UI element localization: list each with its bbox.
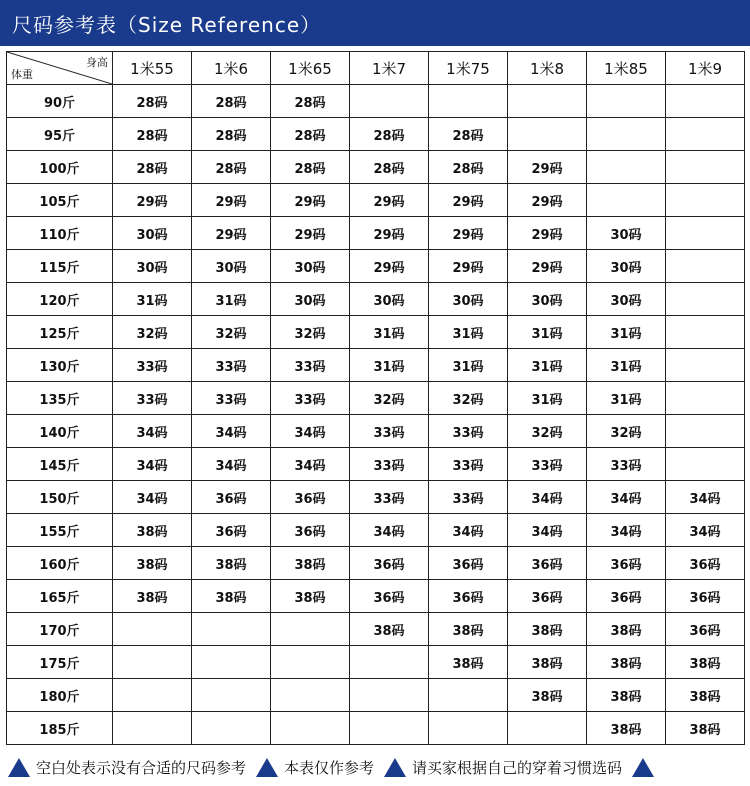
size-cell: 36码 [666, 580, 745, 613]
size-cell [666, 184, 745, 217]
size-cell: 29码 [429, 217, 508, 250]
weight-cell: 110斤 [7, 217, 113, 250]
size-cell: 32码 [587, 415, 666, 448]
size-cell [113, 712, 192, 745]
size-cell: 28码 [192, 118, 271, 151]
size-cell: 31码 [508, 349, 587, 382]
size-cell: 33码 [113, 349, 192, 382]
size-cell: 29码 [192, 217, 271, 250]
table-row [7, 646, 745, 679]
height-header: 1米8 [508, 52, 587, 85]
size-cell: 38码 [429, 646, 508, 679]
size-cell: 28码 [350, 118, 429, 151]
size-cell: 36码 [350, 547, 429, 580]
size-cell: 29码 [508, 184, 587, 217]
size-cell: 38码 [192, 580, 271, 613]
size-cell [666, 217, 745, 250]
weight-cell: 165斤 [7, 580, 113, 613]
size-cell [350, 646, 429, 679]
size-cell: 34码 [587, 514, 666, 547]
weight-cell: 115斤 [7, 250, 113, 283]
weight-cell: 130斤 [7, 349, 113, 382]
size-cell [192, 712, 271, 745]
size-cell: 36码 [666, 547, 745, 580]
table-row [7, 415, 745, 448]
size-cell: 36码 [508, 580, 587, 613]
height-header: 1米9 [666, 52, 745, 85]
size-cell: 30码 [587, 250, 666, 283]
table-row [7, 679, 745, 712]
size-cell: 36码 [350, 580, 429, 613]
size-cell [350, 679, 429, 712]
size-cell [666, 316, 745, 349]
size-cell: 31码 [350, 316, 429, 349]
size-cell: 32码 [508, 415, 587, 448]
size-cell: 29码 [508, 151, 587, 184]
table-body [7, 85, 745, 745]
weight-cell: 155斤 [7, 514, 113, 547]
weight-cell: 180斤 [7, 679, 113, 712]
size-cell: 29码 [350, 250, 429, 283]
weight-cell: 160斤 [7, 547, 113, 580]
size-cell: 28码 [192, 151, 271, 184]
size-cell: 34码 [271, 448, 350, 481]
size-cell: 30码 [271, 250, 350, 283]
height-header: 1米85 [587, 52, 666, 85]
weight-cell: 105斤 [7, 184, 113, 217]
size-cell [429, 679, 508, 712]
size-cell: 36码 [429, 547, 508, 580]
size-cell [271, 712, 350, 745]
size-cell: 33码 [350, 481, 429, 514]
size-cell: 33码 [113, 382, 192, 415]
footer-note: 本表仅作参考 [284, 758, 375, 777]
weight-cell: 170斤 [7, 613, 113, 646]
size-cell: 38码 [508, 646, 587, 679]
size-cell: 33码 [350, 415, 429, 448]
size-cell: 36码 [429, 580, 508, 613]
table-row [7, 184, 745, 217]
size-cell [666, 283, 745, 316]
weight-cell: 135斤 [7, 382, 113, 415]
size-cell [350, 85, 429, 118]
table-row [7, 349, 745, 382]
size-cell: 31码 [350, 349, 429, 382]
size-cell: 31码 [508, 316, 587, 349]
size-cell: 28码 [429, 118, 508, 151]
size-cell: 30码 [113, 217, 192, 250]
weight-cell: 90斤 [7, 85, 113, 118]
size-cell [666, 415, 745, 448]
weight-cell: 120斤 [7, 283, 113, 316]
size-cell [271, 646, 350, 679]
size-cell: 31码 [113, 283, 192, 316]
size-cell [113, 646, 192, 679]
size-cell: 33码 [429, 481, 508, 514]
table-row [7, 250, 745, 283]
size-cell: 33码 [587, 448, 666, 481]
size-cell: 32码 [429, 382, 508, 415]
size-cell: 34码 [113, 481, 192, 514]
triangle-icon [384, 758, 406, 777]
size-cell: 38码 [666, 712, 745, 745]
size-cell: 38码 [350, 613, 429, 646]
size-cell: 33码 [271, 382, 350, 415]
size-cell: 29码 [192, 184, 271, 217]
size-cell: 28码 [271, 85, 350, 118]
table-row [7, 514, 745, 547]
size-cell: 33码 [429, 448, 508, 481]
size-cell [587, 151, 666, 184]
size-cell [271, 613, 350, 646]
size-cell: 29码 [508, 217, 587, 250]
height-header: 1米65 [271, 52, 350, 85]
size-cell: 29码 [429, 250, 508, 283]
size-cell [350, 712, 429, 745]
size-cell: 33码 [192, 349, 271, 382]
size-cell: 36码 [271, 514, 350, 547]
size-cell: 36码 [666, 613, 745, 646]
size-cell: 32码 [271, 316, 350, 349]
table-row [7, 613, 745, 646]
size-cell: 28码 [429, 151, 508, 184]
size-cell: 30码 [271, 283, 350, 316]
size-cell [508, 712, 587, 745]
footer-note: 空白处表示没有合适的尺码参考 [36, 758, 247, 777]
size-cell: 33码 [350, 448, 429, 481]
size-cell: 30码 [587, 283, 666, 316]
size-cell: 38码 [271, 547, 350, 580]
size-cell: 38码 [587, 679, 666, 712]
table-row [7, 217, 745, 250]
triangle-icon [632, 758, 654, 777]
size-cell: 32码 [350, 382, 429, 415]
size-cell: 38码 [508, 613, 587, 646]
table-row [7, 316, 745, 349]
size-cell: 29码 [271, 184, 350, 217]
size-cell: 31码 [192, 283, 271, 316]
size-cell: 31码 [587, 349, 666, 382]
size-cell [666, 448, 745, 481]
triangle-icon [256, 758, 278, 777]
height-header: 1米75 [429, 52, 508, 85]
size-cell: 31码 [429, 316, 508, 349]
size-cell: 31码 [587, 316, 666, 349]
size-cell: 38码 [113, 580, 192, 613]
size-cell [666, 349, 745, 382]
size-cell: 29码 [350, 184, 429, 217]
size-cell [508, 118, 587, 151]
size-cell: 34码 [271, 415, 350, 448]
height-header: 1米7 [350, 52, 429, 85]
size-cell: 38码 [192, 547, 271, 580]
size-cell [666, 382, 745, 415]
size-cell: 32码 [192, 316, 271, 349]
size-cell [508, 85, 587, 118]
size-cell: 29码 [350, 217, 429, 250]
table-row [7, 151, 745, 184]
table-row [7, 283, 745, 316]
size-cell: 38码 [587, 646, 666, 679]
size-cell: 38码 [271, 580, 350, 613]
size-cell [587, 118, 666, 151]
size-cell: 29码 [508, 250, 587, 283]
size-cell: 28码 [271, 151, 350, 184]
table-row [7, 448, 745, 481]
size-cell: 29码 [271, 217, 350, 250]
size-cell: 34码 [666, 514, 745, 547]
size-cell: 36码 [587, 547, 666, 580]
size-cell: 28码 [350, 151, 429, 184]
weight-cell: 185斤 [7, 712, 113, 745]
size-cell: 31码 [587, 382, 666, 415]
size-reference-table [6, 51, 745, 745]
size-cell: 34码 [508, 481, 587, 514]
size-cell: 38码 [429, 613, 508, 646]
size-cell: 30码 [587, 217, 666, 250]
size-cell: 38码 [508, 679, 587, 712]
triangle-icon [8, 758, 30, 777]
size-cell [587, 184, 666, 217]
size-cell: 30码 [350, 283, 429, 316]
size-cell: 30码 [508, 283, 587, 316]
size-cell [113, 679, 192, 712]
size-cell [192, 646, 271, 679]
size-cell: 28码 [113, 85, 192, 118]
weight-cell: 95斤 [7, 118, 113, 151]
size-cell [429, 85, 508, 118]
size-cell: 34码 [587, 481, 666, 514]
size-cell [192, 613, 271, 646]
size-cell [192, 679, 271, 712]
size-cell: 34码 [429, 514, 508, 547]
size-cell: 31码 [429, 349, 508, 382]
size-cell: 32码 [113, 316, 192, 349]
size-cell: 34码 [113, 415, 192, 448]
header-row [7, 52, 745, 85]
size-cell: 30码 [113, 250, 192, 283]
weight-cell: 100斤 [7, 151, 113, 184]
size-cell: 36码 [192, 481, 271, 514]
size-cell: 36码 [271, 481, 350, 514]
header-bar [0, 0, 750, 46]
table-row [7, 580, 745, 613]
size-cell [587, 85, 666, 118]
table-row [7, 712, 745, 745]
table-row [7, 382, 745, 415]
page-title: 尺码参考表（Size Reference） [12, 13, 322, 37]
height-header: 1米6 [192, 52, 271, 85]
size-cell: 34码 [192, 448, 271, 481]
size-cell [666, 250, 745, 283]
size-cell [271, 679, 350, 712]
height-axis-label: 身高 [86, 56, 108, 69]
size-cell [666, 151, 745, 184]
weight-cell: 125斤 [7, 316, 113, 349]
size-cell [666, 118, 745, 151]
size-cell: 33码 [429, 415, 508, 448]
size-cell: 28码 [113, 151, 192, 184]
table-row [7, 85, 745, 118]
size-cell: 38码 [666, 679, 745, 712]
size-cell: 36码 [192, 514, 271, 547]
weight-cell: 150斤 [7, 481, 113, 514]
height-header: 1米55 [113, 52, 192, 85]
size-cell: 28码 [113, 118, 192, 151]
size-cell: 38码 [587, 613, 666, 646]
footer-notes [4, 752, 748, 782]
weight-axis-label: 体重 [11, 68, 33, 81]
size-cell: 34码 [666, 481, 745, 514]
size-cell [429, 712, 508, 745]
size-cell: 30码 [429, 283, 508, 316]
weight-cell: 140斤 [7, 415, 113, 448]
size-cell: 31码 [508, 382, 587, 415]
size-cell: 36码 [587, 580, 666, 613]
size-cell: 34码 [113, 448, 192, 481]
size-cell: 28码 [271, 118, 350, 151]
footer-note: 请买家根据自己的穿着习惯选码 [412, 758, 623, 777]
table-row [7, 481, 745, 514]
size-cell: 33码 [192, 382, 271, 415]
corner-cell [7, 52, 113, 85]
table-row [7, 547, 745, 580]
table-row [7, 118, 745, 151]
size-cell: 34码 [192, 415, 271, 448]
size-cell: 38码 [113, 547, 192, 580]
size-cell: 38码 [587, 712, 666, 745]
size-cell: 33码 [271, 349, 350, 382]
size-cell: 28码 [192, 85, 271, 118]
size-cell [666, 85, 745, 118]
size-cell: 38码 [113, 514, 192, 547]
size-cell: 38码 [666, 646, 745, 679]
size-cell: 34码 [350, 514, 429, 547]
size-cell: 30码 [192, 250, 271, 283]
size-cell: 34码 [508, 514, 587, 547]
size-cell [113, 613, 192, 646]
size-cell: 36码 [508, 547, 587, 580]
weight-cell: 175斤 [7, 646, 113, 679]
size-cell: 33码 [508, 448, 587, 481]
size-cell: 29码 [429, 184, 508, 217]
size-cell: 29码 [113, 184, 192, 217]
weight-cell: 145斤 [7, 448, 113, 481]
